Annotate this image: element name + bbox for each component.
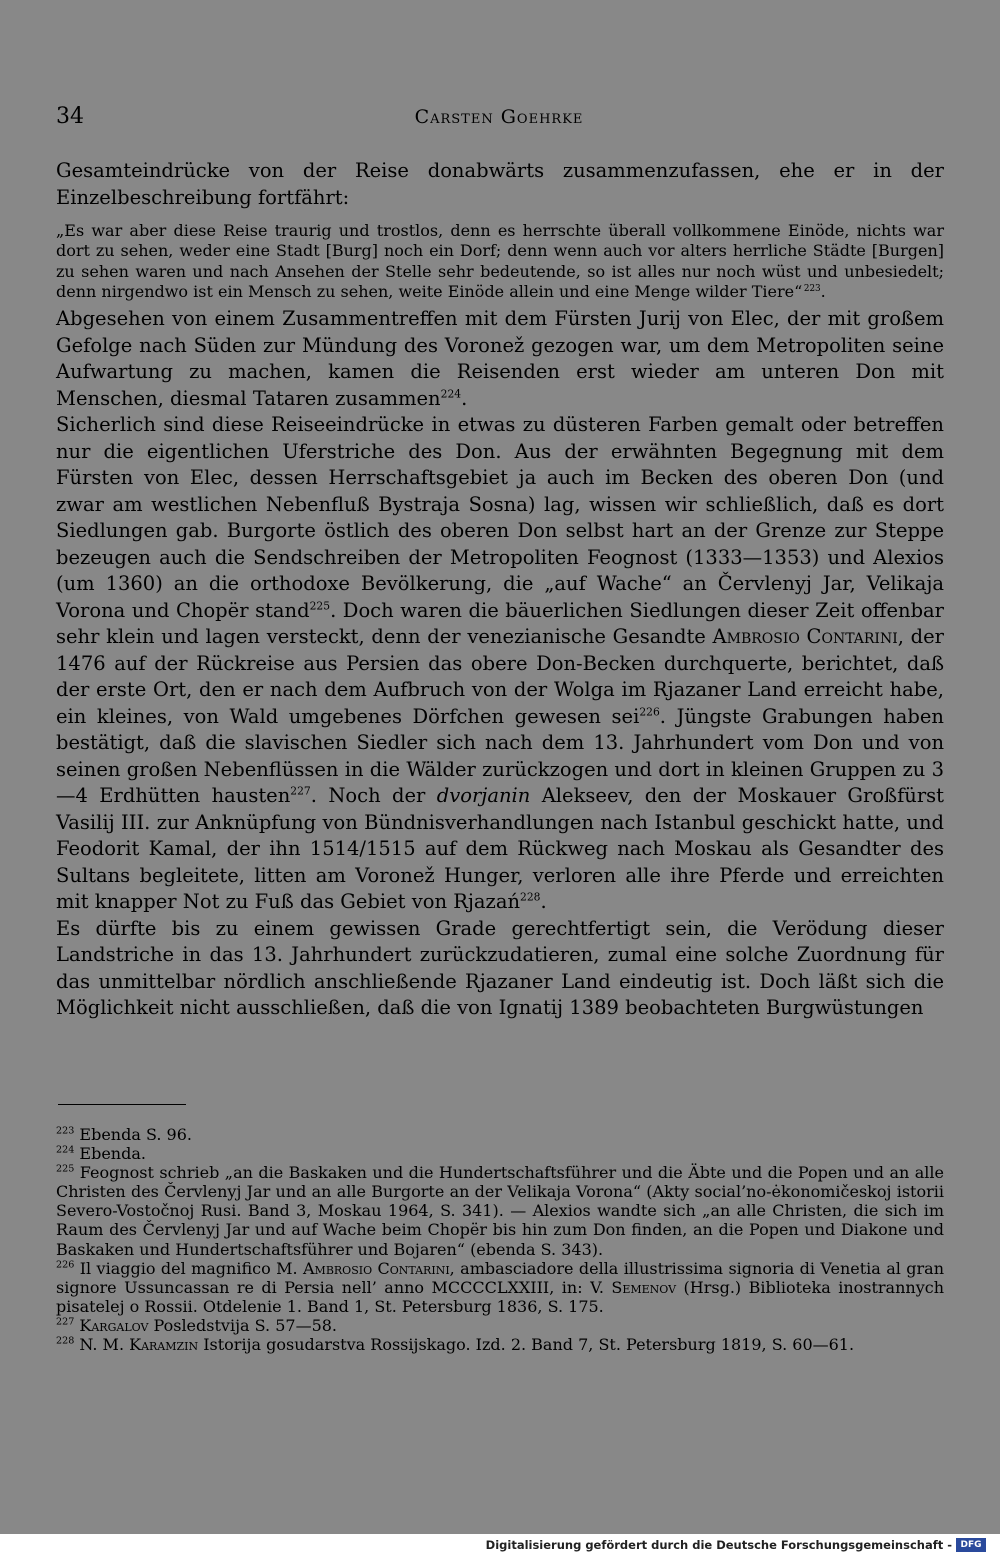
footnote: $^{227}$ Kargalov Posledstvija S. 57—58. [56, 1315, 338, 1335]
block-quote: „Es war aber diese Reise traurig und trostlos, denn es herrschte überall vollkommene Einöde, nichts war dort zu sehen, weder eine Stadt [Burg] noch ein Dorf; denn wenn auch vor alters herrliche Städte [Burgen] zu sehen waren und nach Ansehen der Stelle sehr bedeutende, so ist alles nur noch wüst und unbesiedelt; denn nirgendwo ist ein Mensch zu sehen, weite Einöde allein und eine Menge wilder Tiere“ $^{223}$. [56, 221, 944, 301]
paragraph: Gesamteindrücke von der Reise donabwärts zusammenzufassen, ehe er in der Einzelbeschreibung fortfährt: [56, 159, 944, 209]
footnote: $^{224}$ Ebenda. [56, 1144, 146, 1164]
footnote-ref: 228 [520, 890, 541, 904]
paragraph: Es dürfte bis zu einem gewissen Grade gerechtfertigt sein, die Verödung dieser Landstriche in das 13. Jahrhundert zurückzudatieren, zumal eine solche Zuordnung für das unmittelbar nördlich anschließende Rjazaner Land eindeutig ist. Doch läßt sich die Möglichkeit nicht ausschließen, daß die von Ignatij 1389 beobachteten Burgwüstungen [56, 916, 944, 1020]
digitization-footer [0, 1534, 1000, 1554]
footnote-ref: 226 [639, 705, 660, 719]
footnote-rule [58, 1104, 186, 1105]
page-number: 34 [56, 104, 84, 129]
author-name: Ambrosio Contarini [712, 625, 898, 649]
page-header [56, 104, 942, 134]
paragraph: Sicherlich sind diese Reiseeindrücke in etwas zu düsteren Farben gemalt oder betreffen nur die eigentlichen Uferstriche des Don. Aus der erwähnten Begegnung mit dem Fürsten von Elec, dessen Herrschaftsgebiet ja auch im Becken des oberen Don (und zwar am westlichen Nebenfluß Bystraja Sosna) lag, wissen wir schließlich, daß es dort Siedlungen gab. Burgorte östlich des oberen Don selbst hart an der Grenze zur Steppe bezeugen auch die Sendschreiben der Metropoliten Feognost (1333—1353) und Alexios (um 1360) an die orthodoxe Bevölkerung, die „auf Wache“ an Červlenyj Jar, Velikaja Vorona und Chopër stand$^{225}$. Doch waren die bäuerlichen Siedlungen dieser Zeit offenbar sehr klein und lagen versteckt, denn der venezianische Gesandte Ambrosio Contarini, der 1476 auf der Rückreise aus Persien das obere Don-Becken durchquerte, berichtet, daß der erste Ort, den er nach dem Aufbruch von der Wolga im Rjazaner Land erreicht habe, ein kleines, von Wald umgebenes Dörfchen gewesen sei$^{226}$. Jüngste Grabungen haben bestätigt, daß die slavischen Siedler sich nach dem 13. Jahrhundert vom Don und von seinen großen Nebenflüssen in die Wälder zurückzogen und dort in kleinen Gruppen zu 3—4 Erdhütten hausten$^{227}$. Noch der dvorjanin Alekseev, den der Moskauer Großfürst Vasilij III. zur Anknüpfung von Bündnisverhandlungen nach Istanbul geschickt hatte, und Feodorit Kamal, der ihn 1514/1515 auf dem Rückweg nach Moskau als Gesandter des Sultans begleitete, litten am Voronež Hunger, verloren alle ihre Pferde und erreichten mit knapper Not zu Fuß das Gebiet von Rjazań$^{228}$. [56, 413, 945, 914]
main-text [56, 158, 944, 1022]
running-title: Carsten Goehrke [414, 106, 584, 128]
funding-credit: Digitalisierung gefördert durch die Deutsche Forschungsgemeinschaft - [485, 1538, 952, 1552]
footnote-ref: 224 [440, 387, 462, 401]
dfg-logo: DFG [956, 1538, 986, 1552]
paragraph: Abgesehen von einem Zusammentreffen mit dem Fürsten Jurij von Elec, der mit großem Gefolge nach Süden zur Mündung des Voronež gezogen war, um dem Metropoliten seine Aufwartung zu machen, kamen die Reisenden erst wieder am unteren Don mit Menschen, diesmal Tataren zusammen$^{224}$. [56, 307, 944, 410]
footnote: $^{225}$ Feognost schrieb „an die Baskaken und die Hundertschaftsführer und die Äbte und die Popen und an alle Christen des Červlenyj Jar und an alle Burgorte an der Velikaja Vorona“ (Akty social’no-ėkonomičeskoj istorii Severo-Vostočnoj Rusi. Band 3, Moskau 1964, S. 341). — Alexios wandte sich „an alle Christen, die sich im Raum des Červlenyj Jar und auf Wache beim Chopër bis hin zum Don finden, an die Popen und Diakone und Baskaken und Hundertschaftsführer und Bojaren“ (ebenda S. 343). [56, 1163, 945, 1259]
footnote: $^{226}$ Il viaggio del magnifico M. Ambrosio Contarini, ambasciadore della illustrissima signoria di Venetia al gran signore Ussuncassan re di Persia nell’ anno MCCCCLXXIII, in: V. Semenov (Hrsg.) Biblioteka inostrannych pisatelej o Rossii. Otdelenie 1. Band 1, St. Petersburg 1836, S. 175. [56, 1258, 945, 1316]
italic-term: dvorjanin [436, 784, 531, 808]
footnote-ref: 223 [803, 283, 821, 294]
footnote: $^{223}$ Ebenda S. 96. [56, 1125, 192, 1144]
footnote: $^{228}$ N. M. Karamzin Istorija gosudarstva Rossijskago. Izd. 2. Band 7, St. Petersburg 1819, S. 60—61. [56, 1335, 855, 1355]
footnote-ref: 227 [290, 784, 311, 798]
footnotes [56, 1125, 944, 1354]
footnote-ref: 225 [309, 599, 331, 613]
